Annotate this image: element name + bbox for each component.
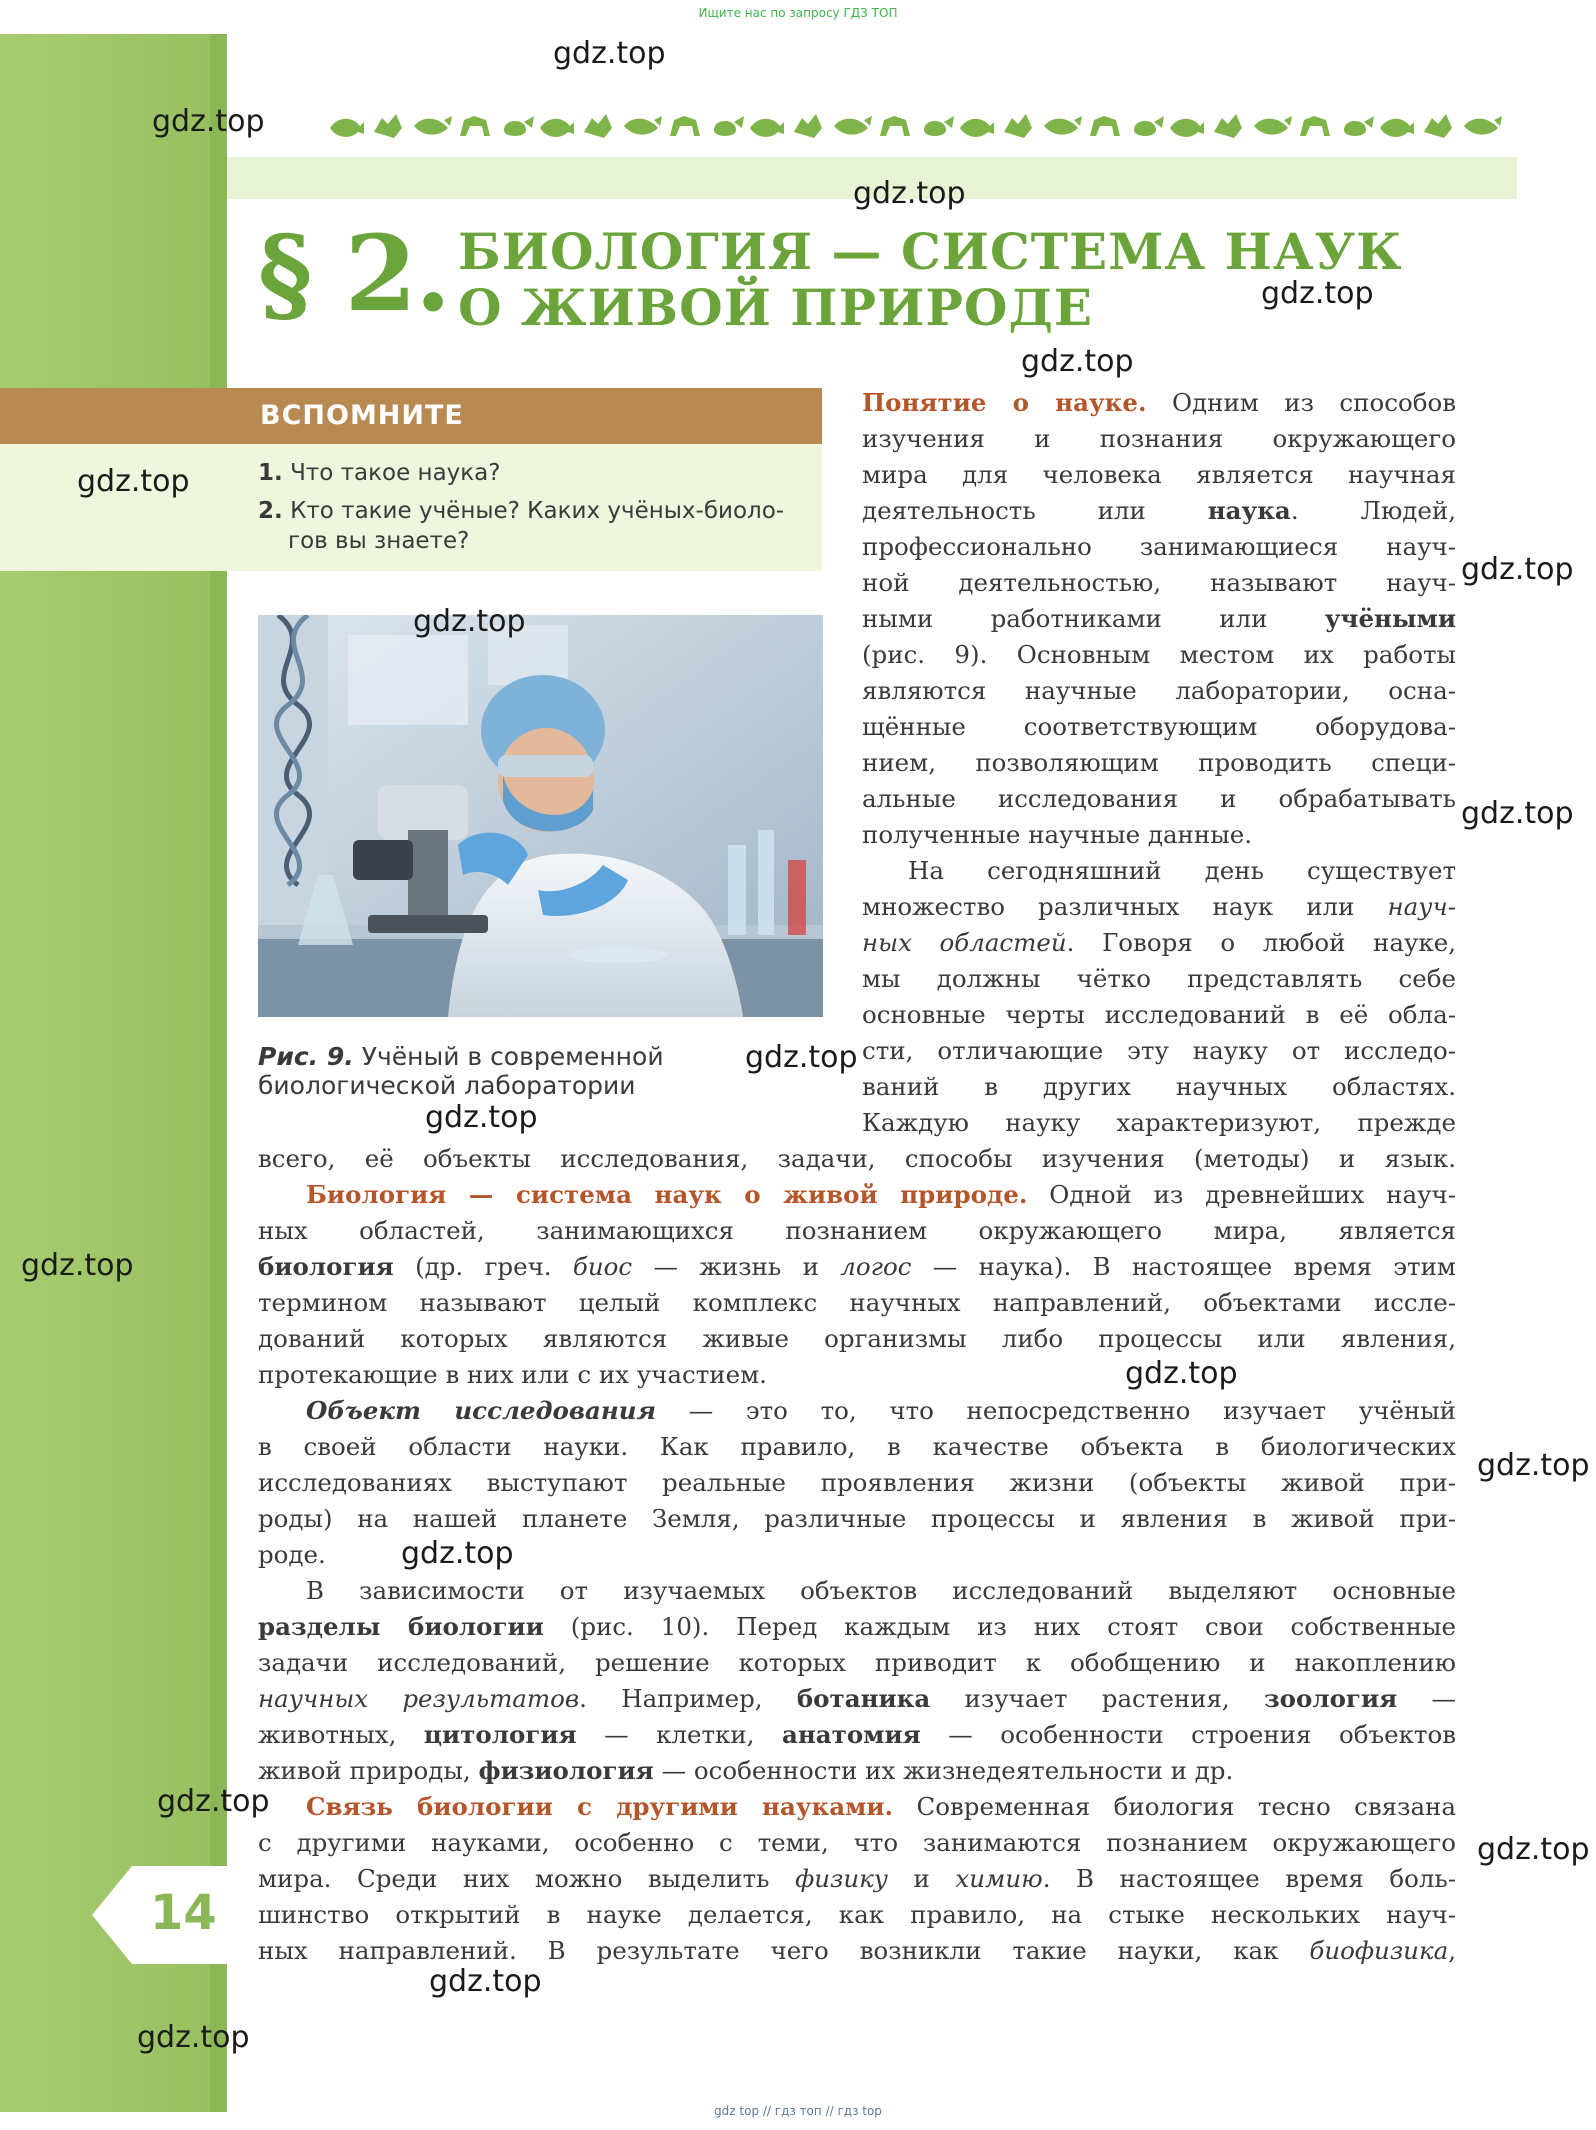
text-line: шинство открытий в науке делается, как правило, на стыке нескольких науч- (258, 1900, 1456, 1929)
text-line: мы должны чётко представлять себе (862, 964, 1456, 993)
animal-silhouette (1044, 116, 1082, 135)
animal-silhouette (504, 116, 534, 136)
animal-silhouette (1134, 116, 1164, 136)
text-line: ных областей. Говоря о любой науке, (862, 928, 1456, 957)
animal-silhouette (374, 114, 402, 138)
animal-silhouette (1464, 116, 1502, 135)
watermark: gdz.top (137, 2020, 250, 2055)
text-line: деятельность или наука. Людей, (862, 496, 1456, 525)
watermark: gdz.top (1125, 1356, 1238, 1391)
watermark: gdz.top (152, 104, 265, 139)
text-line: альные исследования и обрабатывать (862, 784, 1456, 813)
watermark: gdz.top (157, 1784, 270, 1819)
text-line: основные черты исследований в её обла- (862, 1000, 1456, 1029)
text-line: роде. (258, 1540, 326, 1569)
text-line: ной деятельностью, называют науч- (862, 568, 1456, 597)
bottom-note: gdz top // гдз топ // гдз top (714, 2104, 882, 2118)
recall-question-2: 2. Кто такие учёные? Каких учёных-биоло- (258, 498, 785, 524)
animal-silhouettes-band (330, 106, 1510, 146)
page-number: 14 (150, 1885, 217, 1941)
text-line: ваний в других научных областях. (862, 1072, 1456, 1101)
text-line: биология (др. греч. биос — жизнь и логос — наука). В настоящее время этим (258, 1252, 1456, 1281)
figure-caption-line2: биологической лаборатории (258, 1071, 636, 1100)
text-line: живой природы, физиология — особенности их жизнедеятельности и др. (258, 1756, 1234, 1785)
watermark: gdz.top (429, 1964, 542, 1999)
text-line: животных, цитология — клетки, анатомия — особенности строения объектов (258, 1720, 1456, 1749)
animal-silhouette (1300, 116, 1330, 136)
animal-silhouette (624, 116, 662, 135)
animal-silhouette (1380, 119, 1414, 137)
text-line: научных результатов. Например, ботаника изучает растения, зоология — (258, 1684, 1456, 1713)
lab-scientist-photo (258, 615, 823, 1017)
text-line: изучения и познания окружающего (862, 424, 1456, 453)
watermark: gdz.top (401, 1536, 514, 1571)
text-line: ных направлений. В результате чего возникли такие науки, как биофизика, (258, 1936, 1456, 1965)
text-line: протекающие в них или с их участием. (258, 1360, 767, 1389)
animal-silhouette (1004, 114, 1032, 138)
text-line: термином называют целый комплекс научных направлений, объектами иссле- (258, 1288, 1456, 1317)
text-line: профессионально занимающиеся науч- (862, 532, 1456, 561)
text-line: являются научные лаборатории, осна- (862, 676, 1456, 705)
animal-silhouette (584, 114, 612, 138)
text-line: в своей области науки. Как правило, в качестве объекта в биологических (258, 1432, 1456, 1461)
animal-silhouette (1344, 116, 1374, 136)
text-line: задачи исследований, решение которых приводит к обобщению и накоплению (258, 1648, 1456, 1677)
text-line: мира. Среди них можно выделить физику и химию. В настоящее время боль- (258, 1864, 1456, 1893)
recall-title: ВСПОМНИТЕ (260, 400, 464, 431)
text-line: исследованиях выступают реальные проявления жизни (объекты живой при- (258, 1468, 1456, 1497)
watermark: gdz.top (77, 464, 190, 499)
animal-silhouette (750, 119, 784, 137)
animal-silhouette (1424, 114, 1452, 138)
text-line: множество различных наук или науч- (862, 892, 1456, 921)
watermark: gdz.top (745, 1040, 858, 1075)
text-line: щённые соответствующим оборудова- (862, 712, 1456, 741)
top-note: Ищите нас по запросу ГДЗ ТОП (698, 6, 898, 20)
animal-silhouette (670, 116, 700, 136)
watermark: gdz.top (425, 1100, 538, 1135)
text-line: с другими науками, особенно с теми, что занимаются познанием окружающего (258, 1828, 1456, 1857)
subheading-line: Связь биологии с другими науками. Современная биология тесно связана (306, 1792, 1456, 1821)
text-line: (рис. 9). Основным местом их работы (862, 640, 1456, 669)
watermark: gdz.top (1477, 1832, 1590, 1867)
section-title-line2: О ЖИВОЙ ПРИРОДЕ (458, 278, 1094, 337)
text-line: роды) на нашей планете Земля, различные процессы и явления в живой при- (258, 1504, 1456, 1533)
section-number: § 2. (258, 212, 450, 335)
animal-silhouette (330, 119, 364, 137)
text-line: мира для человека является научная (862, 460, 1456, 489)
watermark: gdz.top (1477, 1448, 1590, 1483)
animal-silhouette (714, 116, 744, 136)
animal-silhouette (924, 116, 954, 136)
watermark: gdz.top (1021, 344, 1134, 379)
recall-question-1: 1. Что такое наука? (258, 460, 501, 486)
animal-silhouette (960, 119, 994, 137)
text-line: Понятие о науке. Одним из способов (862, 388, 1456, 417)
animal-silhouette (880, 116, 910, 136)
watermark: gdz.top (1461, 796, 1574, 831)
watermark: gdz.top (1461, 552, 1574, 587)
text-line: Каждую науку характеризуют, прежде (862, 1108, 1456, 1137)
text-line: полученные научные данные. (862, 820, 1253, 849)
figure-caption-line1: Рис. 9. Учёный в современной (258, 1042, 664, 1071)
animal-silhouette (834, 116, 872, 135)
animal-silhouette (794, 114, 822, 138)
text-line: нием, позволяющим проводить специ- (862, 748, 1456, 777)
watermark: gdz.top (21, 1248, 134, 1283)
animal-silhouette (414, 116, 452, 135)
animal-silhouette (1254, 116, 1292, 135)
watermark: gdz.top (553, 36, 666, 71)
text-line: ными работниками или учёными (862, 604, 1456, 633)
animal-silhouette (460, 116, 490, 136)
watermark: gdz.top (1261, 276, 1374, 311)
recall-question-2-cont: гов вы знаете? (288, 528, 470, 554)
animal-silhouette (1214, 114, 1242, 138)
text-line: сти, отличающие эту науку от исследо- (862, 1036, 1456, 1065)
text-line: разделы биологии (рис. 10). Перед каждым из них стоят свои собственные (258, 1612, 1456, 1641)
text-line: дований которых являются живые организмы либо процессы или явления, (258, 1324, 1456, 1353)
animal-silhouette (540, 119, 574, 137)
animal-silhouette (1170, 119, 1204, 137)
text-line: Объект исследования — это то, что непосредственно изучает учёный (306, 1396, 1456, 1425)
watermark: gdz.top (413, 604, 526, 639)
text-line: ных областей, занимающихся познанием окружающего мира, является (258, 1216, 1456, 1245)
watermark: gdz.top (853, 176, 966, 211)
text-line: На сегодняшний день существует (908, 856, 1456, 885)
subheading-line: Биология — система наук о живой природе. Одной из древнейших науч- (306, 1180, 1456, 1209)
text-line: В зависимости от изучаемых объектов исследований выделяют основные (306, 1576, 1456, 1605)
animal-silhouette (1090, 116, 1120, 136)
section-title-line1: БИОЛОГИЯ — СИСТЕМА НАУК (458, 222, 1403, 281)
text-line: всего, её объекты исследования, задачи, способы изучения (методы) и язык. (258, 1144, 1456, 1173)
